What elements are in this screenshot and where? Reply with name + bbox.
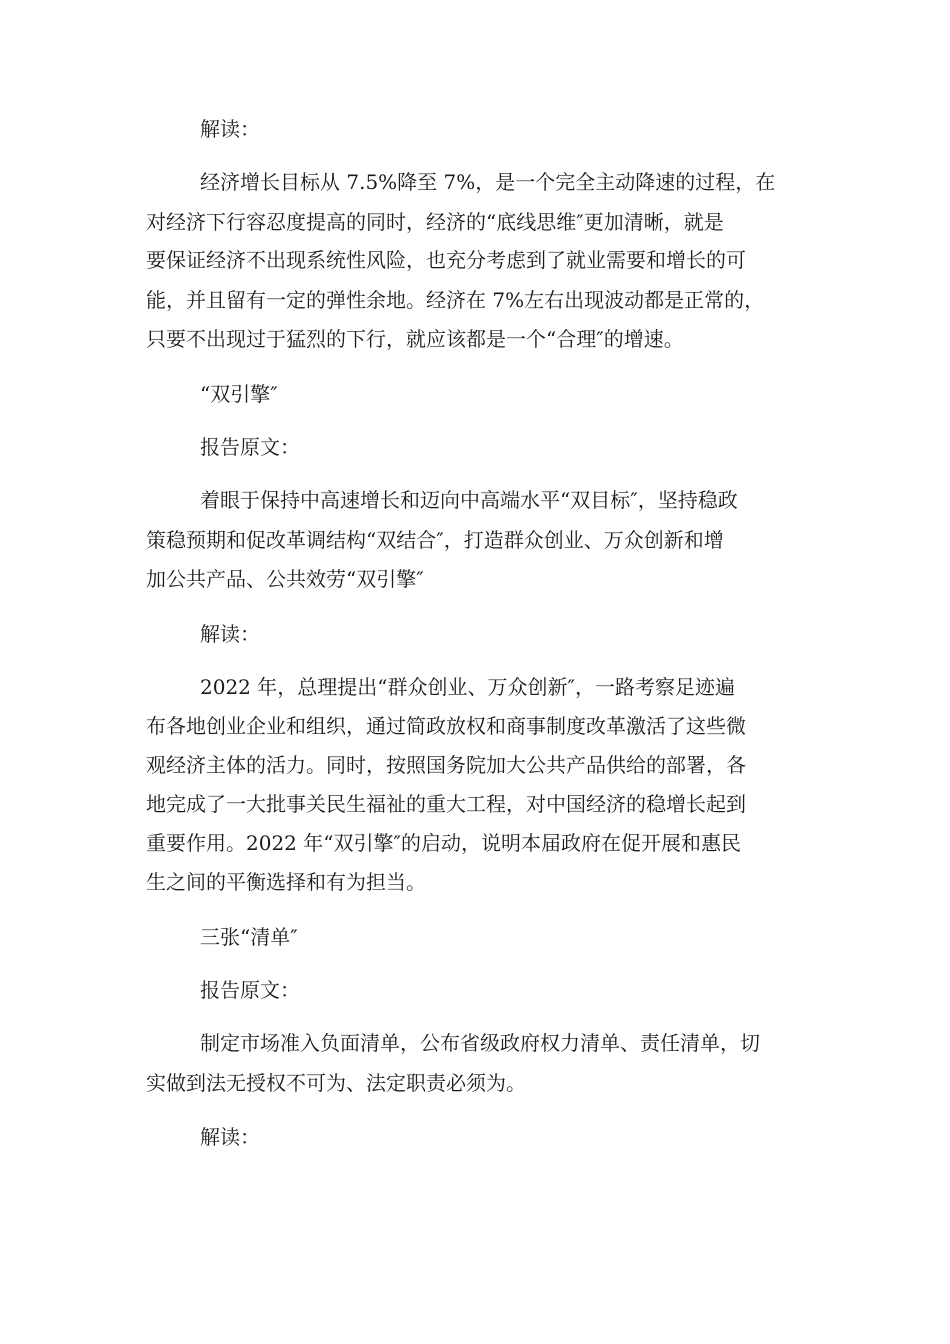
section-label: 解读： [200,117,260,141]
paragraph-line: 能，并且留有一定的弹性余地。经济在 7%左右出现波动都是正常的， [146,288,765,312]
paragraph-line: 实做到法无授权不可为、法定职责必须为。 [146,1071,526,1095]
section-heading: “双引擎″ [200,382,278,406]
paragraph-line: 对经济下行容忍度提高的同时，经济的“底线思维″更加清晰，就是 [146,210,724,234]
paragraph-line: 观经济主体的活力。同时，按照国务院加大公共产品供给的部署，各 [146,753,746,777]
paragraph-line: 重要作用。2022 年“双引擎″的启动，说明本届政府在促开展和惠民 [146,831,741,855]
paragraph-line: 生之间的平衡选择和有为担当。 [146,870,426,894]
paragraph-line: 地完成了一大批事关民生福祉的重大工程，对中国经济的稳增长起到 [146,792,746,816]
paragraph-line: 要保证经济不出现系统性风险，也充分考虑到了就业需要和增长的可 [146,248,746,272]
paragraph-line: 加公共产品、公共效劳“双引擎″ [146,567,424,591]
section-label: 解读： [200,1125,260,1149]
section-label: 报告原文： [200,435,300,459]
paragraph-line: 经济增长目标从 7.5%降至 7%，是一个完全主动降速的过程，在 [200,170,776,194]
paragraph-line: 策稳预期和促改革调结构“双结合″，打造群众创业、万众创新和增 [146,528,724,552]
paragraph-line: 只要不出现过于猛烈的下行，就应该都是一个“合理″的增速。 [146,327,684,351]
paragraph-line: 布各地创业企业和组织，通过简政放权和商事制度改革激活了这些微 [146,714,746,738]
paragraph-line: 着眼于保持中高速增长和迈向中高端水平“双目标″，坚持稳政 [200,488,738,512]
paragraph-line: 制定市场准入负面清单，公布省级政府权力清单、责任清单，切 [200,1031,760,1055]
section-label: 解读： [200,622,260,646]
section-heading: 三张“清单″ [200,925,298,949]
paragraph-line: 2022 年，总理提出“群众创业、万众创新″，一路考察足迹遍 [200,675,735,699]
section-label: 报告原文： [200,978,300,1002]
